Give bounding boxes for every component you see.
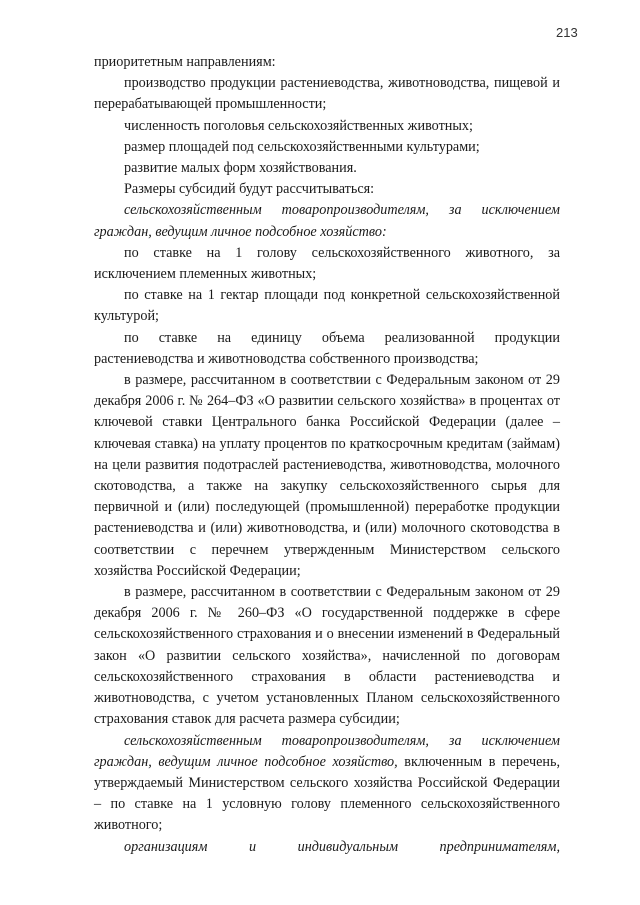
recipient-heading: сельскохозяйственным товаропроизводителям, за исключением граждан, ведущим личное подсобное хозяйство: — [94, 202, 560, 240]
paragraph-text: включенным в перечень, утверждаемый Министерством сельского хозяйства Российской Федерации – по ставке на 1 условную голову племенного сельскохозяйственного животного; — [94, 753, 560, 834]
list-item: по ставке на 1 гектар площади под конкретной сельскохозяйственной культурой; — [94, 287, 560, 325]
list-item: размер площадей под сельскохозяйственными культурами; — [124, 138, 480, 155]
list-item: производство продукции растениеводства, животноводства, пищевой и перерабатывающей промышленности; — [94, 75, 560, 113]
paragraph: Размеры субсидий будут рассчитываться: — [124, 181, 375, 198]
list-item: по ставке на единицу объема реализованной продукции растениеводства и животноводства собственного производства; — [94, 329, 560, 367]
list-item: численность поголовья сельскохозяйственных животных; — [124, 117, 473, 134]
list-item: по ставке на 1 голову сельскохозяйственного животного, за исключением племенных животных; — [94, 244, 560, 283]
paragraph: приоритетным направлениям: — [94, 54, 276, 70]
list-item: развитие малых форм хозяйствования. — [124, 160, 357, 177]
recipient-heading: сельскохозяйственным товаропроизводителям, за исключением граждан, ведущим личное подсобное хозяйство, — [94, 732, 560, 770]
page-number: 213 — [556, 25, 578, 40]
body-text — [94, 52, 560, 858]
list-item: в размере, рассчитанном в соответствии с Федеральным законом от 29 декабря 2006 г. № 264–ФЗ «О развитии сельского хозяйства» в процентах от ключевой ставки Центрального банка Российской Федерации (далее – ключевая ставка) на уплату процентов по краткосрочным кредитам (займам) на цели развития подотраслей растениеводства, животноводства, молочного скотоводства, а также на закупку сельскохозяйственного сырья для первичной и (или) последующей (промышленной) переработке продукции растениеводства и (или) животноводства, и (или) молочного скотоводства в соответствии с перечнем утвержденным Министерством сельского хозяйства Российской Федерации; — [94, 372, 560, 579]
list-item: в размере, рассчитанном в соответствии с Федеральным законом от 29 декабря 2006 г. № 260–ФЗ «О государственной поддержке в сфере сельскохозяйственного страхования и о внесении изменений в Федеральный закон «О развитии сельского хозяйства», начисленной по договорам сельскохозяйственного страхования в области растениеводства и животноводства, с учетом установленных Планом сельскохозяйственного страхования ставок для расчета размера субсидии; — [94, 584, 560, 728]
paragraph — [94, 731, 560, 837]
recipient-heading: организациям и индивидуальным предпринимателям, — [124, 838, 560, 855]
